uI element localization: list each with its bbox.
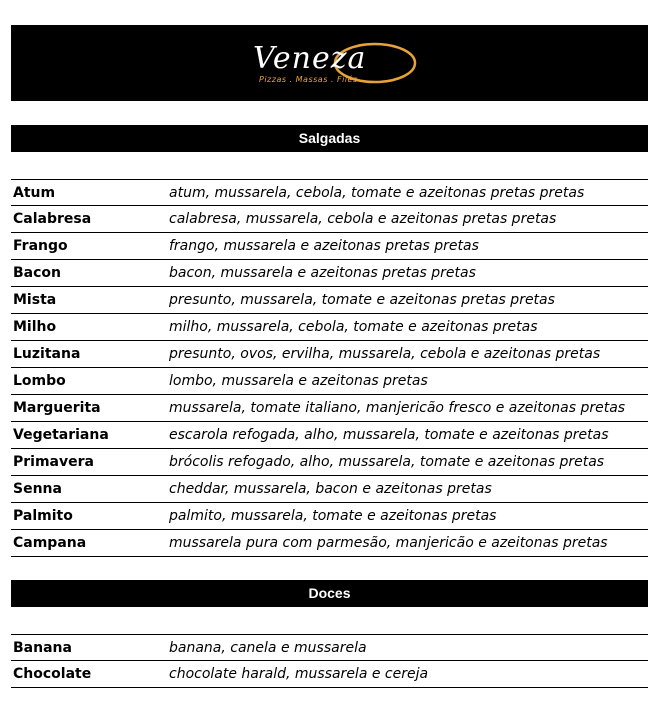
menu-item-row — [11, 476, 648, 503]
menu-item-name: Atum — [13, 184, 56, 201]
menu-item-row — [11, 206, 648, 233]
menu-item-description: mussarela pura com parmesão, manjericão e azeitonas pretas — [169, 535, 608, 551]
menu-item-row — [11, 179, 648, 206]
menu-item-row — [11, 287, 648, 314]
veneza-logo — [247, 37, 419, 89]
menu-item-name: Milho — [13, 319, 57, 335]
menu-item-description: cheddar, mussarela, bacon e azeitonas pretas — [169, 481, 492, 497]
menu-item-name: Senna — [13, 481, 62, 497]
section-header-doces: Doces — [11, 580, 648, 607]
menu-item-row — [11, 260, 648, 287]
menu-item-description: presunto, ovos, ervilha, mussarela, cebola e azeitonas pretas — [169, 346, 601, 362]
menu-item-name: Chocolate — [13, 666, 92, 682]
menu-item-row — [11, 395, 648, 422]
menu-item-name: Palmito — [13, 508, 73, 524]
menu-item-name: Bacon — [13, 265, 62, 281]
salgadas-list — [11, 179, 648, 557]
menu-item-row — [11, 341, 648, 368]
menu-item-name: Vegetariana — [13, 427, 109, 443]
menu-item-name: Frango — [13, 238, 68, 254]
menu-item-description: lombo, mussarela e azeitonas pretas — [169, 373, 428, 389]
menu-item-description: brócolis refogado, alho, mussarela, tomate e azeitonas pretas — [169, 454, 605, 470]
menu-item-description: milho, mussarela, cebola, tomate e azeitonas pretas — [169, 319, 538, 335]
section-header-salgadas: Salgadas — [11, 125, 648, 152]
menu-item-row — [11, 233, 648, 260]
menu-item-description: mussarela, tomate italiano, manjericão fresco e azeitonas pretas — [169, 400, 626, 416]
logo-banner — [11, 25, 648, 101]
menu-item-description: presunto, mussarela, tomate e azeitonas pretas pretas — [169, 292, 555, 308]
menu-item-row — [11, 368, 648, 395]
menu-item-description: bacon, mussarela e azeitonas pretas pretas — [169, 265, 476, 281]
menu-item-row — [11, 422, 648, 449]
menu-item-description: banana, canela e mussarela — [169, 639, 367, 656]
menu-item-row — [11, 314, 648, 341]
menu-item-description: chocolate harald, mussarela e cereja — [169, 666, 429, 682]
menu-item-description: calabresa, mussarela, cebola e azeitonas pretas pretas — [169, 211, 557, 227]
logo-tagline: Pizzas . Massas . Filés — [259, 75, 358, 84]
menu-item-description: atum, mussarela, cebola, tomate e azeitonas pretas pretas — [169, 184, 585, 201]
menu-item-row — [11, 503, 648, 530]
menu-item-name: Banana — [13, 639, 72, 656]
menu-item-description: frango, mussarela e azeitonas pretas pretas — [169, 238, 479, 254]
menu-item-row — [11, 449, 648, 476]
doces-list — [11, 634, 648, 688]
logo-wordmark: Veneza — [253, 41, 367, 76]
menu-item-name: Luzitana — [13, 346, 81, 362]
menu-item-name: Mista — [13, 292, 57, 308]
menu-item-row — [11, 661, 648, 688]
menu-item-description: escarola refogada, alho, mussarela, tomate e azeitonas pretas — [169, 427, 609, 443]
menu-item-name: Lombo — [13, 373, 66, 389]
menu-item-name: Campana — [13, 535, 87, 551]
menu-item-name: Calabresa — [13, 211, 92, 227]
menu-item-row — [11, 530, 648, 557]
menu-item-description: palmito, mussarela, tomate e azeitonas pretas — [169, 508, 497, 524]
menu-item-row — [11, 634, 648, 661]
menu-item-name: Primavera — [13, 454, 94, 470]
menu-item-name: Marguerita — [13, 400, 101, 416]
